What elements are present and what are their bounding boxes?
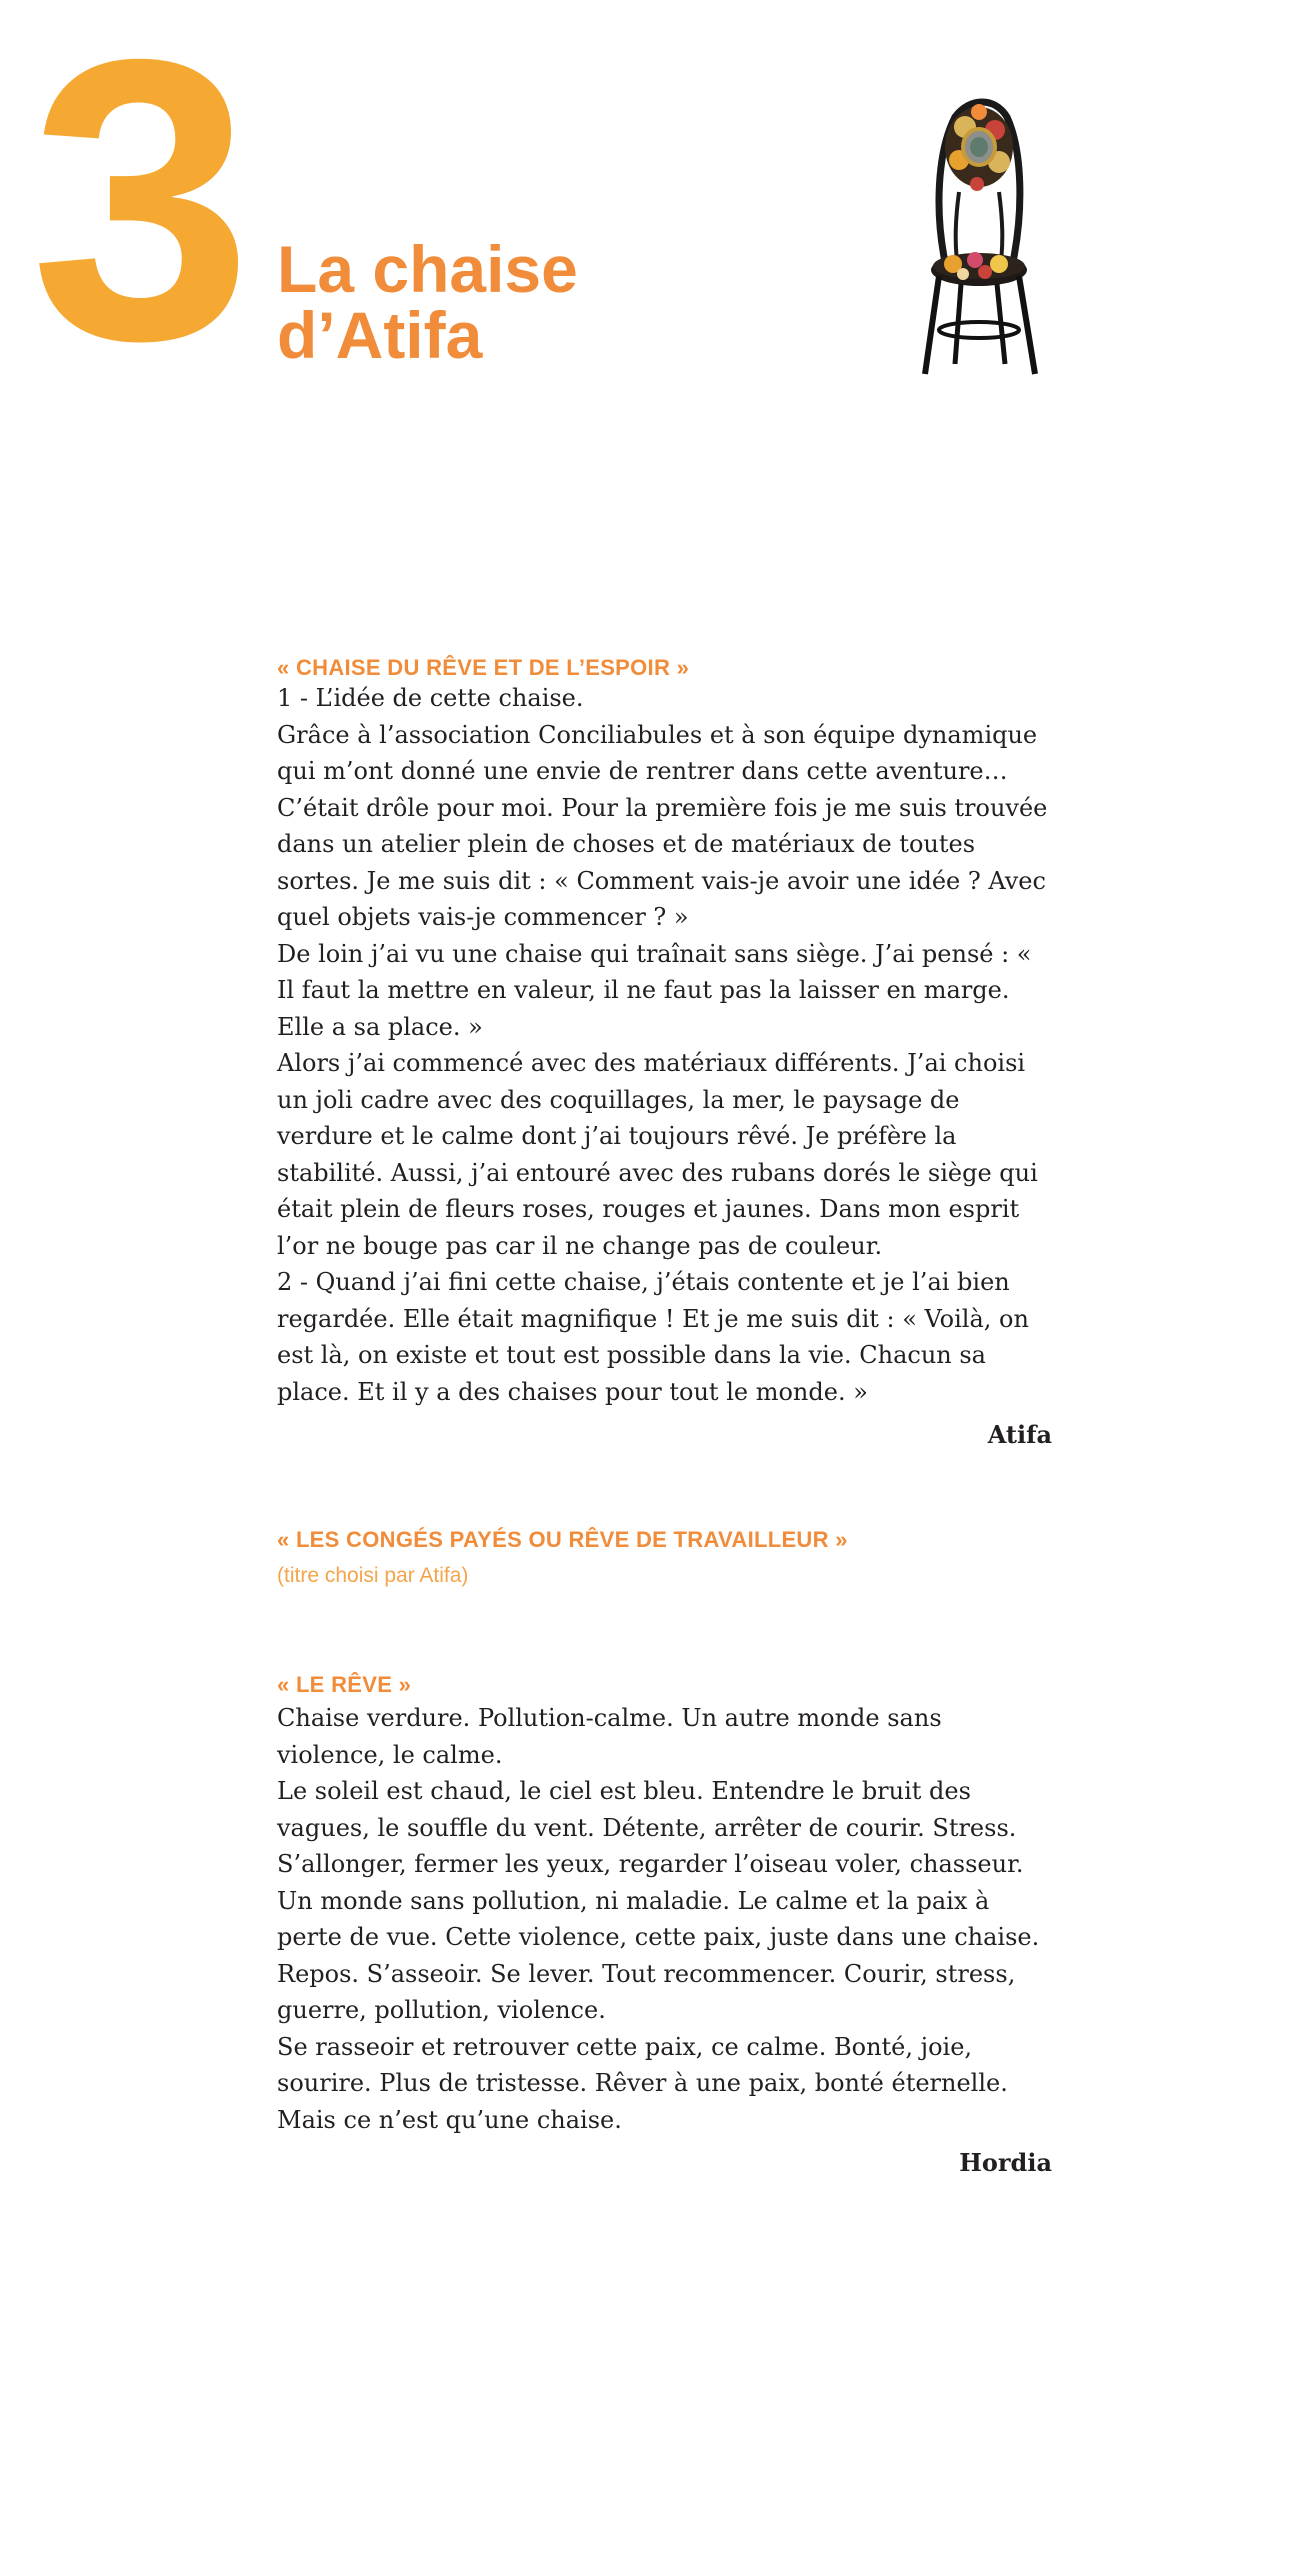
paragraph: Chaise verdure. Pollution-calme. Un autre monde sans violence, le calme. <box>277 1704 942 1769</box>
paragraph: 2 - Quand j’ai fini cette chaise, j’étais contente et je l’ai bien regardée. Elle était magnifique ! Et je me suis dit : « Voilà, on est là, on existe et tout est possible dans la vie. Chacun sa place. Et il y a des chaises pour tout le monde. » <box>277 1268 1029 1406</box>
paragraph: Mais ce n’est qu’une chaise. <box>277 2105 622 2134</box>
paragraph: Grâce à l’association Conciliabules et à son équipe dynamique qui m’ont donné une envie de rentrer dans cette aventure… <box>277 720 1038 785</box>
chapter-title-line1: La chaise <box>277 232 578 306</box>
chapter-number: 3 <box>30 0 243 423</box>
paragraph: Un monde sans pollution, ni maladie. Le calme et la paix à perte de vue. Cette violence, cette paix, juste dans une chaise. Repos. S’asseoir. Se lever. Tout recommencer. Courir, stress, guerre, pollution, violence. <box>277 1886 1040 2024</box>
paragraph: C’était drôle pour moi. Pour la première fois je me suis trouvée dans un atelier plein de choses et de matériaux de toutes sortes. Je me suis dit : « Comment vais-je avoir une idée ? Avec quel objets vais-je commencer ? » <box>277 793 1048 931</box>
section-subtitle-conges-payes: (titre choisi par Atifa) <box>277 1564 469 1587</box>
signature-atifa: Atifa <box>987 1420 1052 1449</box>
section-title-le-reve: « LE RÊVE » <box>277 1672 412 1697</box>
section-title-conges-payes: « LES CONGÉS PAYÉS OU RÊVE DE TRAVAILLEUR » <box>277 1527 848 1552</box>
paragraph: De loin j’ai vu une chaise qui traînait sans siège. J’ai pensé : « Il faut la mettre en valeur, il ne faut pas la laisser en marge. Elle a sa place. » <box>277 939 1032 1041</box>
section-title-chaise-reve-espoir: « CHAISE DU RÊVE ET DE L’ESPOIR » <box>277 655 690 680</box>
chair-photo <box>915 92 1045 377</box>
paragraph: Se rasseoir et retrouver cette paix, ce calme. Bonté, joie, sourire. Plus de tristesse. Rêver à une paix, bonté éternelle. <box>277 2032 1008 2097</box>
paragraph: Alors j’ai commencé avec des matériaux différents. J’ai choisi un joli cadre avec des coquillages, la mer, le paysage de verdure et le calme dont j’ai toujours rêvé. Je préfère la stabilité. Aussi, j’ai entouré avec des rubans dorés le siège qui était plein de fleurs roses, rouges et jaunes. Dans mon esprit l’or ne bouge pas car il ne change pas de couleur. <box>277 1049 1038 1260</box>
section-body-chaise-reve-espoir <box>277 680 1052 1410</box>
paragraph: 1 - L’idée de cette chaise. <box>277 684 584 712</box>
paragraph: Le soleil est chaud, le ciel est bleu. Entendre le bruit des vagues, le souffle du vent. Détente, arrêter de courir. Stress. S’allonger, fermer les yeux, regarder l’oiseau voler, chasseur. <box>277 1777 1024 1878</box>
chapter-title <box>277 232 578 372</box>
chapter-title-line2: d’Atifa <box>277 298 483 372</box>
section-body-le-reve <box>277 1700 1052 2138</box>
signature-hordia: Hordia <box>959 2148 1052 2177</box>
